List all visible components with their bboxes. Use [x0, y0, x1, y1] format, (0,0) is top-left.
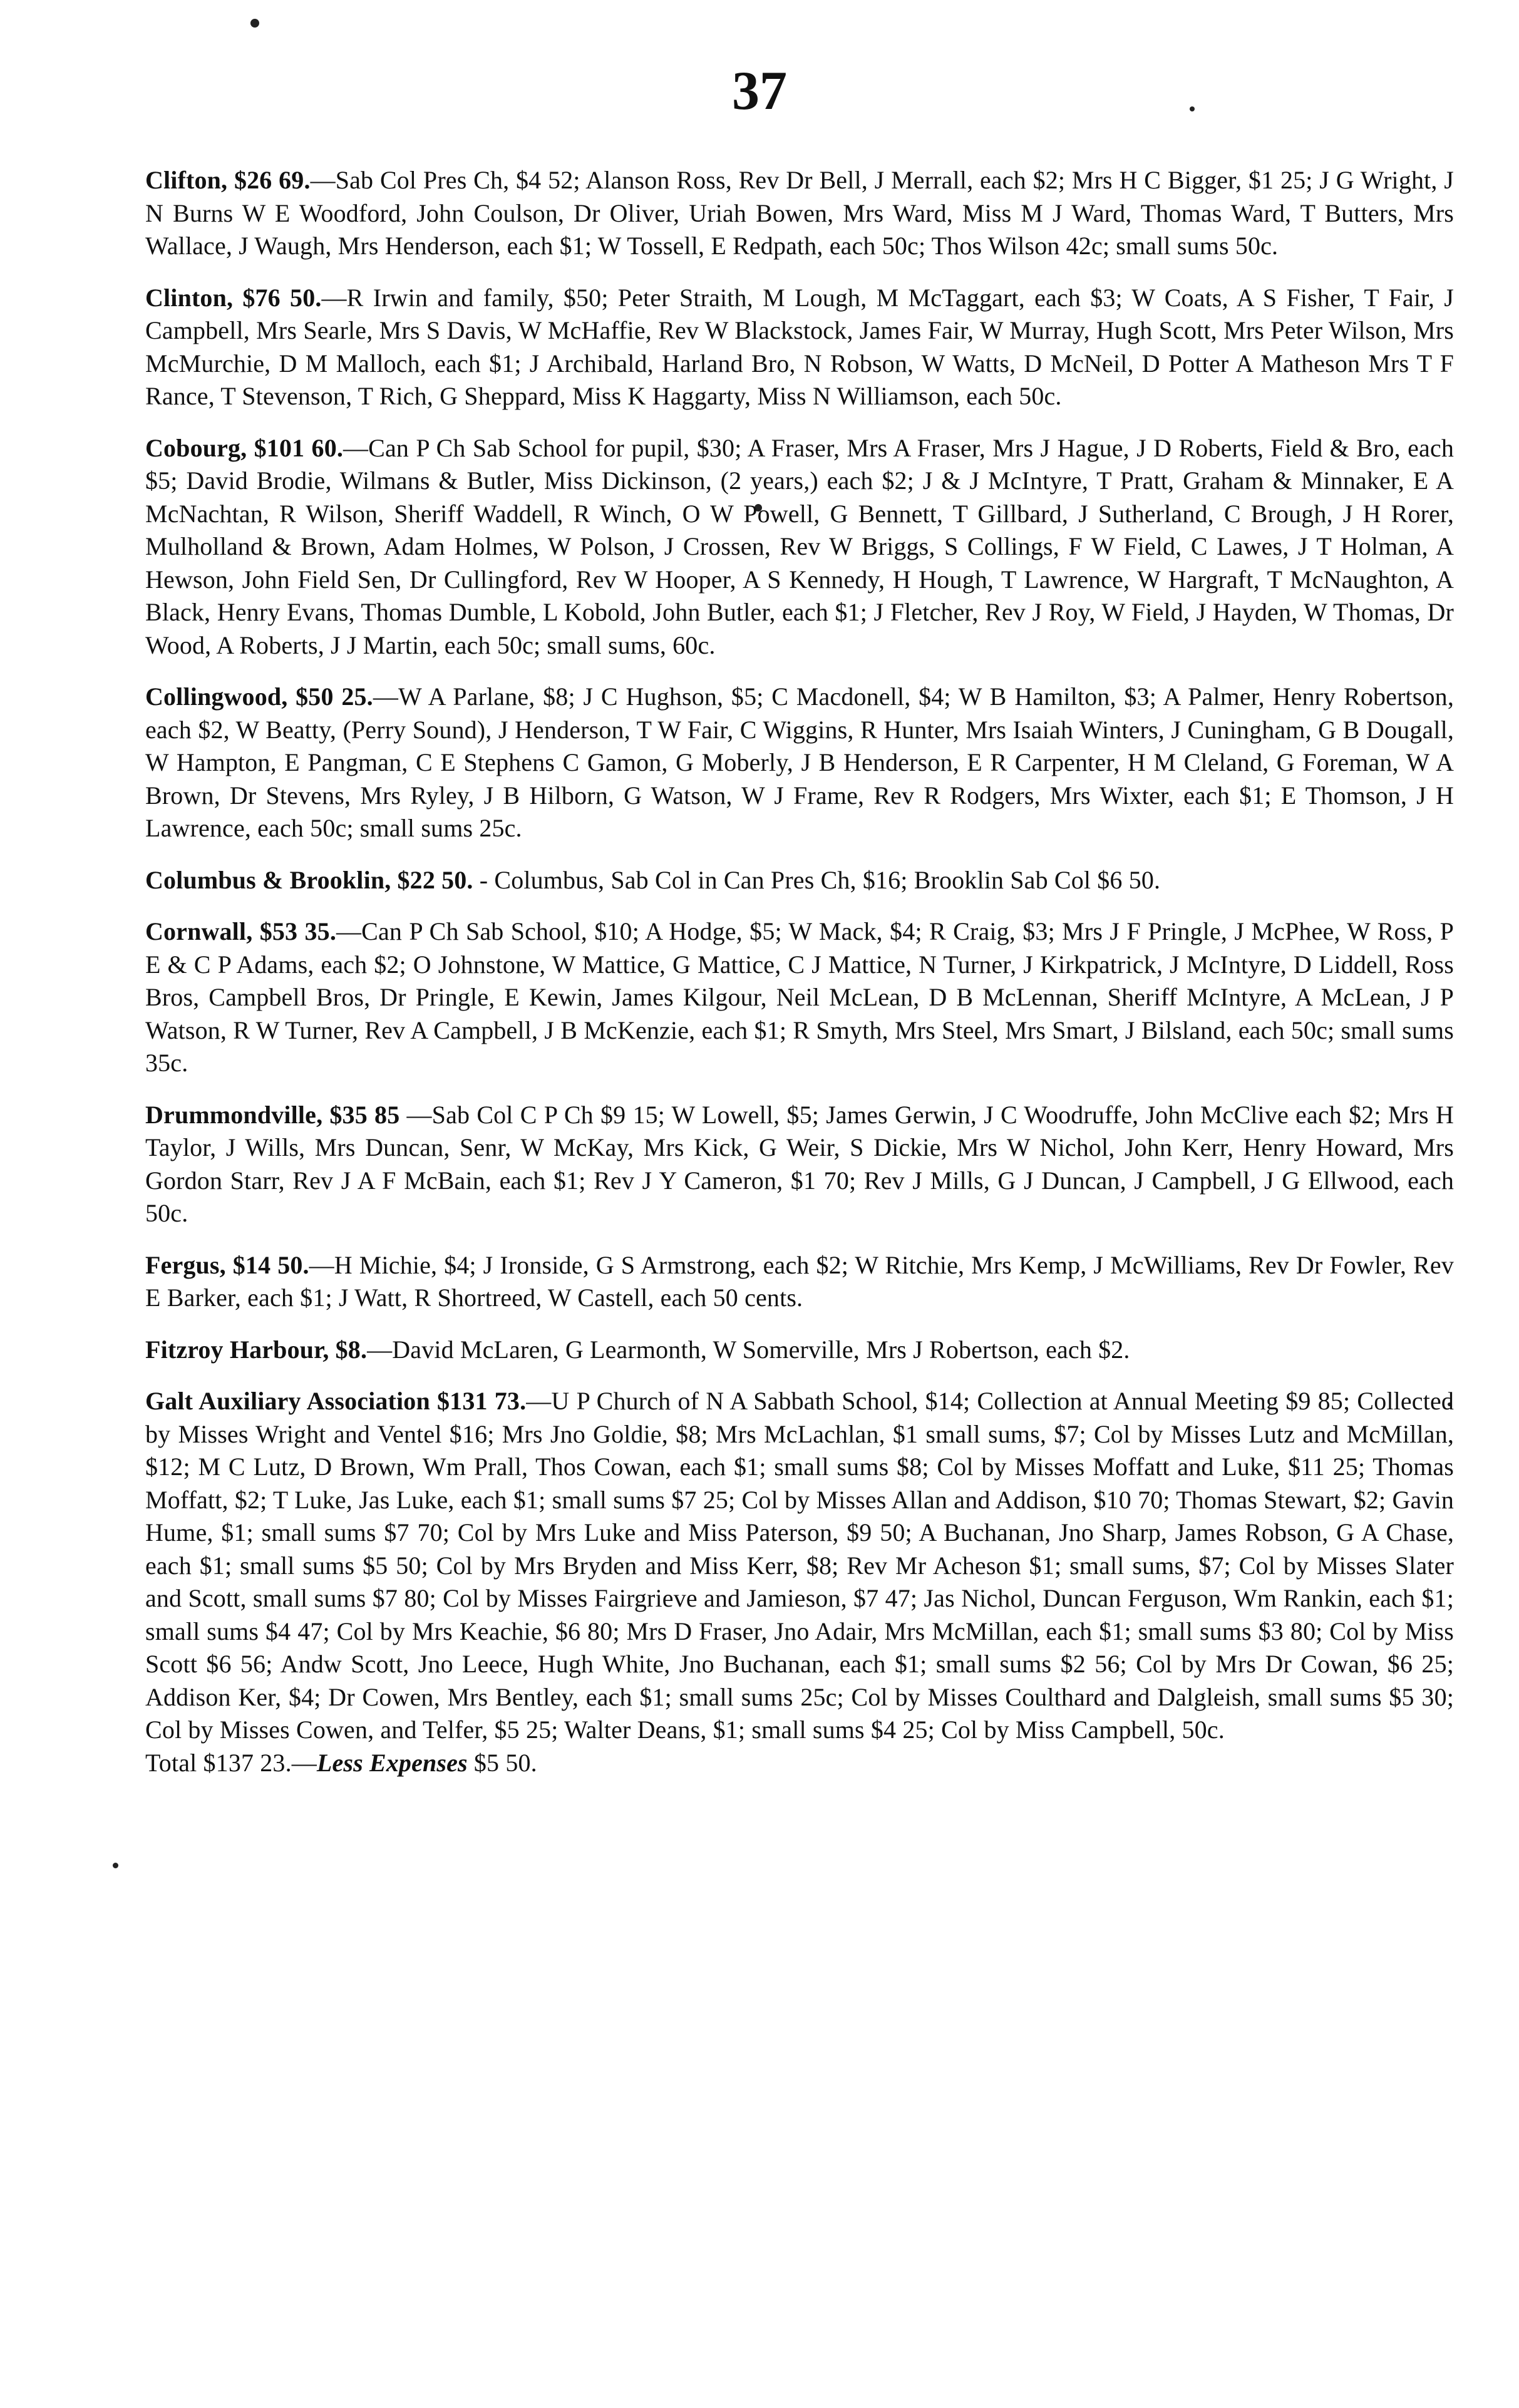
amount: $26 69. [234, 166, 311, 194]
amount: $22 50. [397, 865, 473, 894]
entry-galt-auxiliary [145, 1385, 1454, 1779]
total-label: Total $137 23.— [145, 1748, 317, 1777]
entry-clifton [145, 164, 1454, 263]
entry-text: —Sab Col C P Ch $9 15; W Lowell, $5; James Gerwin, J C Woodruffe, John McClive each $2; Mrs H Taylor, J Wills, Mrs Duncan, Senr, W McKay, Mrs Kick, G Weir, S Dickie, Mrs W Nichol, John Kerr, Henry Howard, Mrs Gordon Starr, Rev J A F McBain, each $1; Rev J Y Cameron, $1 70; Rev J Mills, G J Duncan, J Campbell, J G Ellwood, each 50c. [145, 1100, 1454, 1227]
place-name: Fergus, [145, 1250, 226, 1279]
entry-cornwall [145, 915, 1454, 1080]
entry-text: - Columbus, Sab Col in Can Pres Ch, $16; Brooklin Sab Col $6 50. [479, 865, 1161, 894]
amount: $53 35. [259, 917, 336, 945]
entry-columbus-brooklin [145, 864, 1454, 897]
entry-text: —U P Church of N A Sabbath School, $14; Collection at Annual Meeting $9 85; Collected by Misses Wright and Ventel $16; Mrs Jno Goldie, $8; Mrs McLachlan, $1 small sums, $7; Col by Misses Lutz and McMillan, $12; M C Lutz, D Brown, Wm Prall, Thos Cowan, each $1; small sums $8; Col by Misses Moffatt and Luke, $11 25; Thomas Moffatt, $2; T Luke, Jas Luke, each $1; small sums $7 25; Col by Misses Allan and Addison, $10 70; Thomas Stewart, $2; Gavin Hume, $1; small sums $7 70; Col by Mrs Luke and Miss Paterson, $9 50; A Buchanan, Jno Sharp, James Robson, G A Chase, each $1; small sums $5 50; Col by Mrs Bryden and Miss Kerr, $8; Rev Mr Acheson $1; small sums, $7; Col by Misses Slater and Scott, small sums $7 80; Col by Misses Fairgrieve and Jamieson, $7 47; Jas Nichol, Duncan Ferguson, Wm Rankin, each $1; small sums $4 47; Col by Mrs Keachie, $6 80; Mrs D Fraser, Jno Adair, Mrs McMillan, each $1; small sums $3 80; Col by Miss Scott $6 56; Andw Scott, Jno Leece, Hugh White, Jno Buchanan, each $1; small sums $2 56; Col by Mrs Dr Cowan, $6 25; Addison Ker, $4; Dr Cowen, Mrs Bentley, each $1; small sums 25c; Col by Misses Coulthard and Dalgleish, small sums $5 30; Col by Misses Cowen, and Telfer, $5 25; Walter Deans, $1; small sums $4 25; Col by Miss Campbell, 50c. [145, 1387, 1455, 1744]
expenses-label: Less Expenses [316, 1748, 468, 1777]
place-name: Clifton, [145, 166, 228, 194]
entry-text: —Can P Ch Sab School for pupil, $30; A Fraser, Mrs A Fraser, Mrs J Hague, J D Roberts, Field & Bro, each $5; David Brodie, Wilmans & Butler, Miss Dickinson, (2 years,) each $2; J & J McIntyre, T Pratt, Graham & Minnaker, E A McNachtan, R Wilson, Sheriff Waddell, R Winch, O W Powell, G Bennett, T Gillbard, J Sutherland, C Brough, J H Rorer, Mulholland & Brown, Adam Holmes, W Polson, J Crossen, Rev W Briggs, S Collings, F W Field, C Lawes, J T Holman, A Hewson, John Field Sen, Dr Cullingford, Rev W Hooper, A S Kennedy, H Hough, T Lawrence, W Hargraft, T McNaughton, A Black, Henry Evans, Thomas Dumble, L Kobold, John Butler, each $1; J Fletcher, Rev J Roy, W Field, J Hayden, W Thomas, Dr Wood, A Roberts, J J Martin, each 50c; small sums, 60c. [145, 433, 1454, 659]
amount: $8. [335, 1335, 368, 1364]
entry-text: —Can P Ch Sab School, $10; A Hodge, $5; W Mack, $4; R Craig, $3; Mrs J F Pringle, J McPhee, W Ross, P E & C P Adams, each $2; O Johnstone, W Mattice, G Mattice, C J Mattice, N Turner, J Kirkpatrick, J McIntyre, D Liddell, Ross Bros, Campbell Bros, Dr Pringle, E Kewin, James Kilgour, Neil McLean, D B McLennan, Sheriff McIntyre, A McLean, J P Watson, R W Turner, Rev A Campbell, J B McKenzie, each $1; R Smyth, Mrs Steel, Mrs Smart, J Bilsland, each 50c; small sums 35c. [145, 917, 1454, 1077]
total-line [145, 1747, 1454, 1780]
place-name: Drummondville, [145, 1100, 323, 1129]
place-name: Galt Auxiliary Association [145, 1387, 430, 1415]
amount: $131 73. [437, 1387, 527, 1415]
entry-text: —David McLaren, G Learmonth, W Somerville, Mrs J Robertson, each $2. [367, 1335, 1130, 1364]
scan-speck [250, 19, 259, 28]
entry-drummondville [145, 1099, 1454, 1230]
entry-fitzroy-harbour [145, 1334, 1454, 1367]
place-name: Columbus & Brooklin, [145, 865, 391, 894]
entry-cobourg [145, 432, 1454, 662]
amount: $14 50. [232, 1250, 309, 1279]
amount: $50 25. [296, 682, 373, 711]
amount: $76 50. [242, 283, 322, 312]
entry-text: —Sab Col Pres Ch, $4 52; Alanson Ross, Rev Dr Bell, J Merrall, each $2; Mrs H C Bigger, $1 25; J G Wright, J N Burns W E Woodford, John Coulson, Dr Oliver, Uriah Bowen, Mrs Ward, Miss M J Ward, Thomas Ward, T Butters, Mrs Wallace, J Waugh, Mrs Henderson, each $1; W Tossell, E Redpath, each 50c; Thos Wilson 42c; small sums 50c. [145, 166, 1454, 260]
amount: $101 60. [254, 433, 344, 462]
amount: $35 85 [329, 1100, 400, 1129]
document-body [145, 164, 1454, 1798]
entry-fergus [145, 1249, 1454, 1315]
scan-speck [1190, 106, 1195, 111]
expenses-value: $5 50. [467, 1748, 537, 1777]
place-name: Fitzroy Harbour, [145, 1335, 329, 1364]
entry-text: —W A Parlane, $8; J C Hughson, $5; C Macdonell, $4; W B Hamilton, $3; A Palmer, Henry Robertson, each $2, W Beatty, (Perry Sound), J Henderson, T W Fair, C Wiggins, R Hunter, Mrs Isaiah Winters, J Cuningham, G B Dougall, W Hampton, E Pangman, C E Stephens C Gamon, G Moberly, J B Henderson, E R Carpenter, H M Cleland, G Foreman, W A Brown, Dr Stevens, Mrs Ryley, J B Hilborn, G Watson, W J Frame, Rev R Rodgers, Mrs Wixter, each $1; E Thomson, J H Lawrence, each 50c; small sums 25c. [145, 682, 1454, 842]
entry-collingwood [145, 681, 1454, 845]
entry-text: —R Irwin and family, $50; Peter Straith, M Lough, M McTaggart, each $3; W Coats, A S Fisher, T Fair, J Campbell, Mrs Searle, Mrs S Davis, W McHaffie, Rev W Blackstock, James Fair, W Murray, Hugh Scott, Mrs Peter Wilson, Mrs McMurchie, D M Malloch, each $1; J Archibald, Harland Bro, N Robson, W Watts, D McNeil, D Potter A Matheson Mrs T F Rance, T Stevenson, T Rich, G Sheppard, Miss K Haggarty, Miss N Williamson, each 50c. [145, 283, 1454, 410]
place-name: Cornwall, [145, 917, 253, 945]
entry-text: —H Michie, $4; J Ironside, G S Armstrong, each $2; W Ritchie, Mrs Kemp, J McWilliams, Rev Dr Fowler, Rev E Barker, each $1; J Watt, R Shortreed, W Castell, each 50 cents. [145, 1250, 1454, 1312]
place-name: Clinton, [145, 283, 234, 312]
scan-speck [113, 1863, 118, 1868]
entry-clinton [145, 282, 1454, 413]
place-name: Collingwood, [145, 682, 288, 711]
page-number: 37 [732, 61, 787, 121]
place-name: Cobourg, [145, 433, 247, 462]
